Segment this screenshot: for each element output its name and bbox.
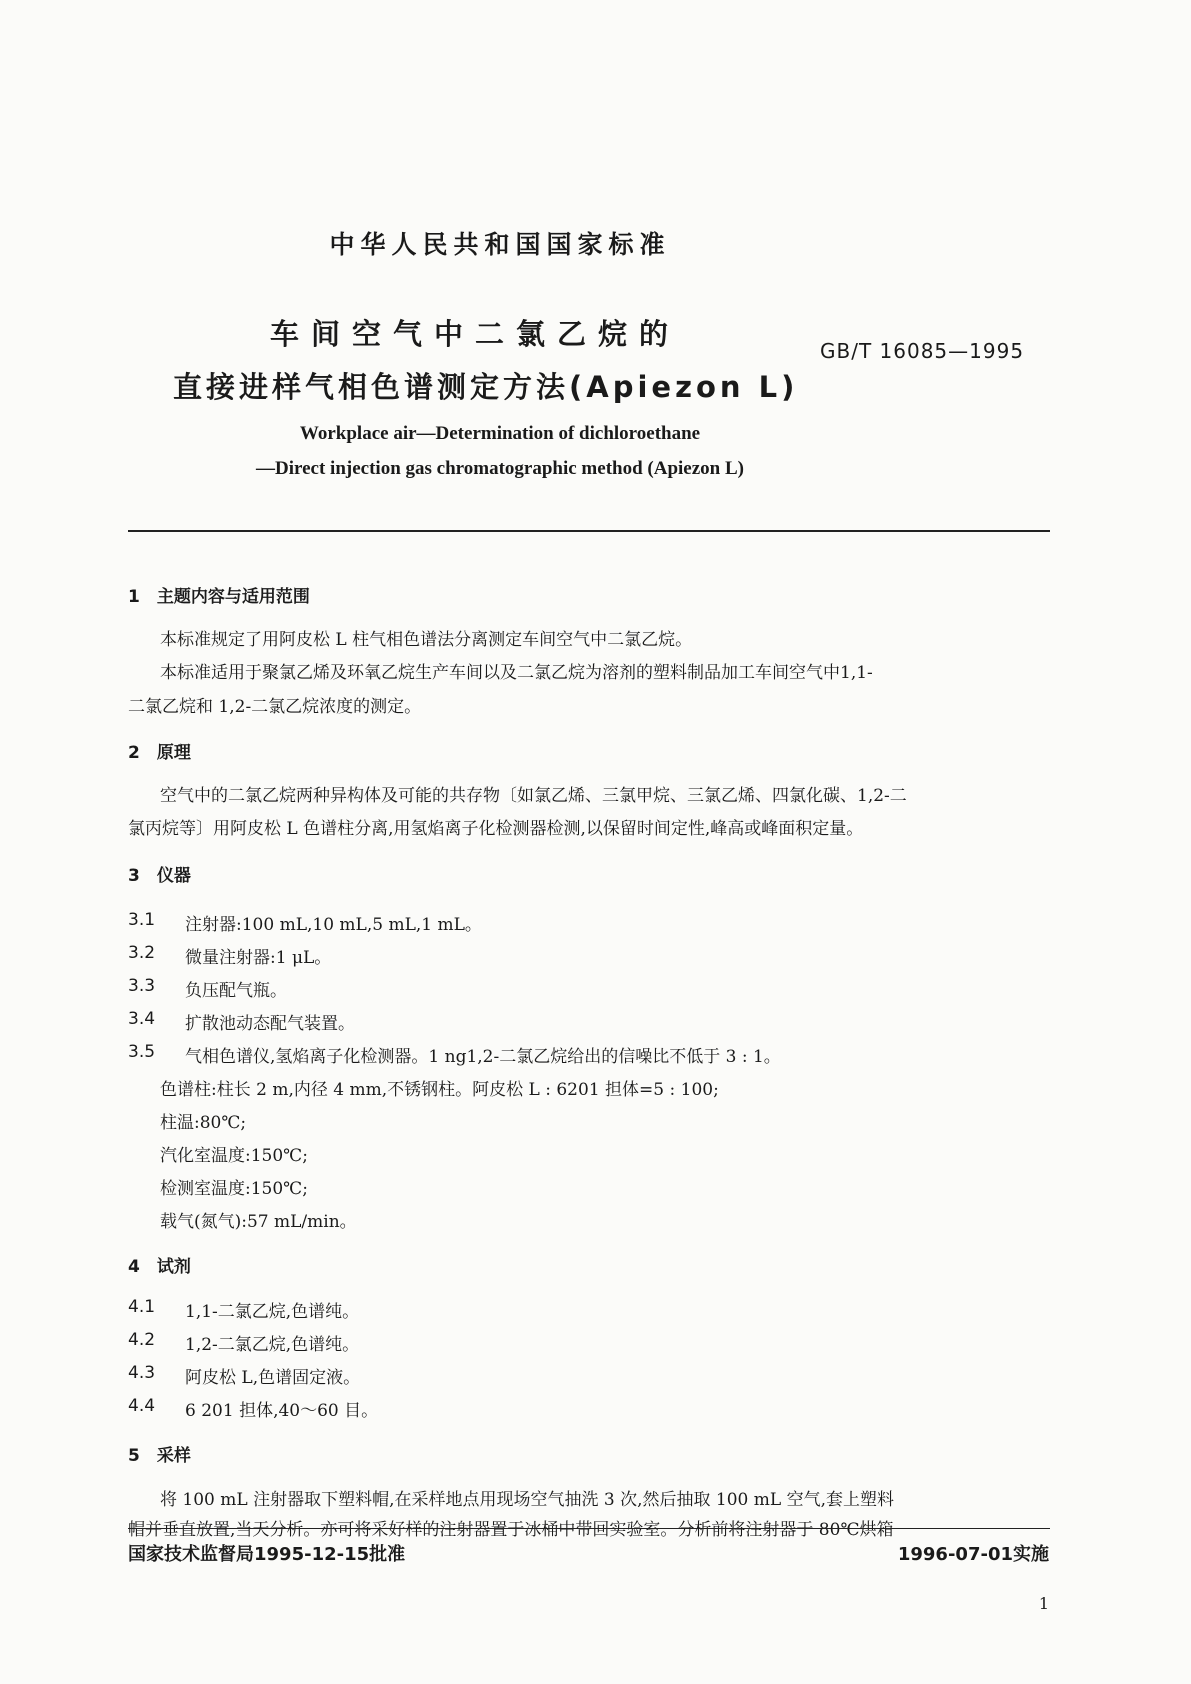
section-5-para-1a: 将 100 mL 注射器取下塑料帽,在采样地点用现场空气抽洗 3 次,然后抽取 100 mL 空气,套上塑料 xyxy=(160,1490,894,1510)
item-number: 4.1 xyxy=(128,1297,156,1317)
list-item: 6 201 担体,40～60 目。 xyxy=(185,1401,379,1421)
section-2-para-1a: 空气中的二氯乙烷两种异构体及可能的共存物〔如氯乙烯、三氯甲烷、三氯乙烯、四氯化碳、1,2-二 xyxy=(160,786,907,806)
list-item: 扩散池动态配气装置。 xyxy=(185,1014,355,1034)
list-item: 1,2-二氯乙烷,色谱纯。 xyxy=(185,1335,360,1355)
instrument-detail: 柱温:80℃; xyxy=(160,1113,247,1133)
instrument-detail: 检测室温度:150℃; xyxy=(160,1179,308,1199)
section-4-heading: 4 试剂 xyxy=(128,1257,191,1277)
footer-divider xyxy=(128,1528,1050,1529)
section-5-para-1b: 帽并垂直放置,当天分析。亦可将采好样的注射器置于冰桶中带回实验室。分析前将注射器于 80℃烘箱 xyxy=(128,1520,894,1540)
page-number: 1 xyxy=(1038,1594,1049,1613)
item-number: 3.5 xyxy=(128,1042,156,1062)
title-line-2: 直接进样气相色谱测定方法(Apiezon L) xyxy=(173,370,799,404)
list-item: 负压配气瓶。 xyxy=(185,981,287,1001)
instrument-detail: 色谱柱:柱长 2 m,内径 4 mm,不锈钢柱。阿皮松 L : 6201 担体=5 : 100; xyxy=(160,1080,719,1100)
item-number: 3.4 xyxy=(128,1009,156,1029)
english-title-line-1: Workplace air—Determination of dichloroethane xyxy=(299,423,701,444)
item-number: 3.1 xyxy=(128,910,156,930)
section-1-para-2b: 二氯乙烷和 1,2-二氯乙烷浓度的测定。 xyxy=(128,697,422,717)
section-5-heading: 5 采样 xyxy=(128,1446,191,1466)
section-2-para-1b: 氯丙烷等〕用阿皮松 L 色谱柱分离,用氢焰离子化检测器检测,以保留时间定性,峰高或峰面积定量。 xyxy=(128,819,864,839)
section-1-para-2a: 本标准适用于聚氯乙烯及环氧乙烷生产车间以及二氯乙烷为溶剂的塑料制品加工车间空气中1,1- xyxy=(160,663,873,683)
standard-type: 中华人民共和国国家标准 xyxy=(329,230,671,259)
list-item: 微量注射器:1 μL。 xyxy=(185,948,332,968)
effective-date: 1996-07-01实施 xyxy=(897,1544,1049,1565)
item-number: 3.2 xyxy=(128,943,156,963)
standard-number: GB/T 16085—1995 xyxy=(820,339,1025,363)
english-title-line-2: —Direct injection gas chromatographic method (Apiezon L) xyxy=(256,458,744,479)
instrument-detail: 载气(氮气):57 mL/min。 xyxy=(160,1212,357,1232)
approval-date: 国家技术监督局1995-12-15批准 xyxy=(128,1544,406,1565)
section-1-heading: 1 主题内容与适用范围 xyxy=(128,587,310,607)
list-item: 气相色谱仪,氢焰离子化检测器。1 ng1,2-二氯乙烷给出的信噪比不低于 3 : 1。 xyxy=(185,1047,781,1067)
list-item: 注射器:100 mL,10 mL,5 mL,1 mL。 xyxy=(185,915,482,935)
title-line-1: 车间空气中二氯乙烷的 xyxy=(270,317,681,351)
section-3-heading: 3 仪器 xyxy=(128,866,191,886)
item-number: 3.3 xyxy=(128,976,156,996)
section-1-para-1: 本标准规定了用阿皮松 L 柱气相色谱法分离测定车间空气中二氯乙烷。 xyxy=(160,630,693,650)
list-item: 1,1-二氯乙烷,色谱纯。 xyxy=(185,1302,360,1322)
list-item: 阿皮松 L,色谱固定液。 xyxy=(185,1368,361,1388)
header-divider xyxy=(128,530,1050,532)
instrument-detail: 汽化室温度:150℃; xyxy=(160,1146,308,1166)
item-number: 4.3 xyxy=(128,1363,156,1383)
item-number: 4.2 xyxy=(128,1330,156,1350)
section-2-heading: 2 原理 xyxy=(128,743,191,763)
item-number: 4.4 xyxy=(128,1396,156,1416)
